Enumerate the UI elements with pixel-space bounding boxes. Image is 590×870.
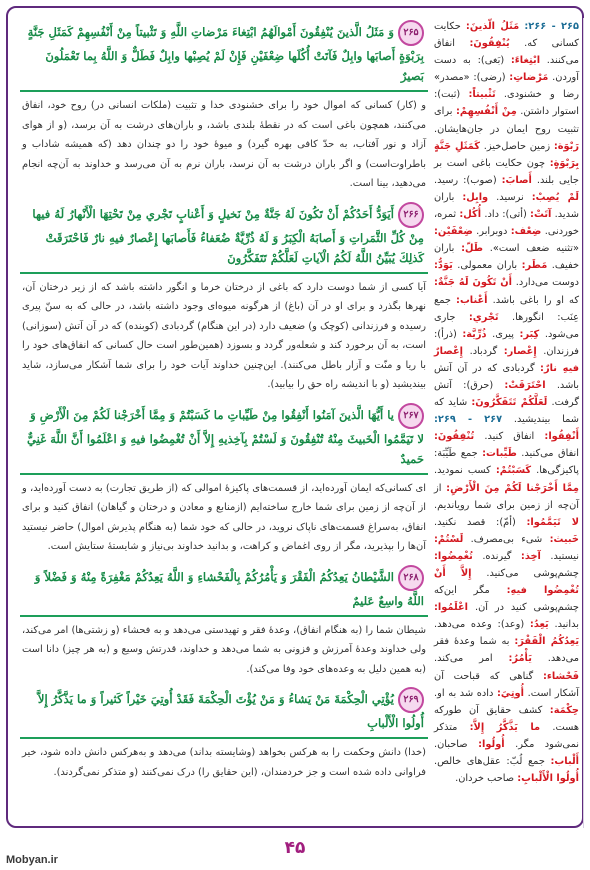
glossary-term: ابْتِغاءَ: [510,55,541,67]
site-brand: Mobyan.ir [6,854,58,866]
verse-arabic-text: الشَّيْطانُ يَعِدُكُمُ الْفَقْرَ وَ يَأْمُرُكُمْ بِالْفَحْشاءِ وَ اللَّهُ يَعِدُكُمْ مَغْفِرَةً مِنْهُ وَ فَضْلاً وَ اللَّهُ واسِعٌ عَليمٌ [34,569,424,608]
glossary-term: ما يَذَّكَّرُ إِلاَّ: [469,721,541,733]
verse-number-badge: ۲۶۷ [398,403,424,429]
glossary-definition: (وعد): وعده می‌دهد. [434,619,525,631]
glossary-definition: ثمره، خوردنی. [434,209,579,238]
glossary-term: أَنْفِقُوا: [544,431,579,443]
glossary-term: تُغْمِضُوا: [434,550,473,562]
glossary-definition: امر می‌کند. [434,653,493,665]
glossary-definition: گردباد. [469,345,498,357]
verse-arabic [20,403,424,469]
verse-block [20,18,428,92]
verse-arabic [20,202,424,268]
verse-arabic-text: يا أَيُّهَا الَّذينَ آمَنُوا أَنْفِقُوا مِنْ طَيِّباتِ ما كَسَبْتُمْ وَ مِمَّا أَخْرَجْنا لَكُمْ مِنَ الْأَرْضِ وَ لا تَيَمَّمُوا الْخَبيثَ مِنْهُ تُنْفِقُونَ وَ لَسْتُمْ بِآخِذيهِ إِلاَّ أَنْ تُغْمِضُوا فيهِ وَ اعْلَمُوا أَنَّ اللَّهَ غَنِيٌّ حَميدٌ [26,407,424,466]
glossary-definition: صاحب خردان. [455,773,515,785]
glossary-definition: شیء بی‌مصرف. [470,533,543,545]
glossary-definition: پیری. [492,328,514,340]
glossary-term: خَبيث: [549,533,579,545]
glossary-term: لَعَلَّكُمْ تَتَفَكَّرُونَ: [471,397,548,409]
verse-translation: شیطان شما را (به هنگام انفاق)، وعدهٔ فقر و تهیدستی می‌دهد و به فحشاء (و زشتی‌ها) امر می‌کند، ولی خداوند وعدهٔ آمرزش و فزونی به شما می‌دهد و خداوند، قدرتش وسیع و (به هر چیز) دانا است (به همین دلیل به وعده‌های خود وفا می‌کند). [22,624,426,675]
glossary-term: ذُرِّيَّة: [462,328,487,340]
glossary-definition: (ذرأ): فرزندان. [434,328,579,357]
verse-number-badge: ۲۶۵ [398,20,424,46]
glossary-term: ضِعْف: [510,226,542,238]
glossary-term: إِعْصار: [503,345,537,357]
glossary-definition: (أمّ): قصد نکنید. [434,516,516,528]
glossary-definition: جمع عِنَب: انگورها. [434,294,579,323]
glossary-term: يَأْمُرُ: [508,653,532,665]
glossary-term: أُولُوا: [478,738,505,750]
glossary-definition: گردبادی که در آن آتش باشد. [434,362,579,391]
glossary-term: احْتَرَقَتْ: [504,379,546,391]
glossary-definition: جمع لُبّ: عقل‌های خالص. [434,756,545,768]
glossary-definition: (ثبت): استوار داشتن. [434,89,579,118]
verse-arabic-text: وَ مَثَلُ الَّذينَ يُنْفِقُونَ أَمْوالَهُمُ ابْتِغاءَ مَرْضاتِ اللَّهِ وَ تَثْبيتاً مِنْ أَنْفُسِهِمْ كَمَثَلِ جَنَّةٍ بِرَبْوَةٍ أَصابَها وابِلٌ فَآتَتْ أُكُلَها ضِعْفَيْنِ فَإِنْ لَمْ يُصِبْها وابِلٌ فَطَلٌّ وَ اللَّهُ بِما تَعْمَلُونَ بَصيرٌ [27,25,424,83]
glossary-term: إِلاَّ أَنْ تُغْمِضُوا فيهِ: [434,568,579,597]
glossary-term: أَعْناب: [456,294,488,306]
glossary-term: طَيِّبات: [482,448,517,460]
glossary-definition: چون حکایت باغی است بر جایی بلند. [434,157,579,186]
glossary-definition: (رضی): «مصدر» رضا و خشنودی. [434,72,579,101]
glossary-term: مَثَلُ الَّذينَ: [465,21,520,32]
glossary-definition: زمین حاصل‌خیز. [483,140,551,152]
glossary-term: تَجْري: [468,311,499,323]
glossary-term: كَمَثَلِ جَنَّةٍ بِرَبْوَةٍ: [434,140,580,169]
glossary-term: مِنْ أَنْفُسِهِمْ: [456,106,517,118]
verse-number-badge: ۲۶۹ [398,687,424,713]
verse-number-badge: ۲۶۶ [398,202,424,228]
verse-translation: ای کسانی‌که ایمان آورده‌اید، از قسمت‌های پاکیزهٔ اموالی که (از طریق تجارت) به دست آورده‌اید، و از آن‌چه از زمین برای شما خارج ساخته‌ایم (ازمنابع و معادن و درختان و گیاهان) انفاق کنید و برای انفاق، به‌سراغ قسمت‌های ناپاک نروید، در حالی که خود شما (به هنگام پذیرش اموال) حاضر نیستید آن‌ها را بپذیرید، مگر از روی اغماض و کراهت، و بدانید خداوند بی‌نیاز و شایستهٔ ستایش است. [22,482,426,552]
glossary-definition: جاری می‌شود. [434,311,579,340]
glossary-definition: انفاق می‌کنید. [521,448,579,460]
glossary-term: أَنْ تَكُونَ لَهُ جَنَّةٌ: [434,277,513,289]
glossary-term: طَلّ: [461,243,484,255]
glossary-definition: گیرنده. [482,550,512,562]
glossary-term: يَعِدُ: [529,619,549,631]
glossary-term: آخِذ: [520,550,541,562]
glossary-term: آتَتْ: [530,209,552,221]
glossary-definition: دوبرابر. [476,226,508,238]
glossary-definition: نرسید. [496,191,524,203]
glossary-definition: (حرق): آتش گرفت. [434,379,580,409]
glossary-term: أُولُوا الْأَلْبابِ: [517,773,579,785]
glossary-definition: حکایت کسانی که. [434,21,579,50]
glossary-term: أُوتِيَ: [497,687,524,699]
glossary-column [432,18,584,828]
glossary-term: لَسْتُمْ: [434,533,464,545]
glossary-verse-range: ۲۶۵ - ۲۶۶: [524,21,579,32]
glossary-term: لَمْ يُصِبْ: [531,191,579,203]
glossary-term: يُنْفِقُونَ: [469,38,510,50]
glossary-definition: به شما وعدهٔ فقر می‌دهد. [434,636,579,665]
verse-translation: (خدا) دانش وحکمت را به هرکس بخواهد (وشایسته بداند) می‌دهد و به‌هرکس دانش داده شود، خیر فراوانی داده شده است و جز خردمندان، (این حقایق را) درک نمی‌کنند (و متذکر نمی‌گردند). [22,747,426,778]
glossary-term: أُكُل: [459,209,482,221]
glossary-term: حِكْمَة: [549,704,579,716]
page-number: ۴۵ [284,838,306,858]
glossary-term: اعْلَمُوا: [434,602,469,614]
glossary-definition: کسب نمودید. [434,465,491,477]
verses-column [20,18,428,828]
glossary-term: وابِل: [462,191,489,203]
glossary-definition: باران معمولی. [457,260,518,272]
glossary-term: ضِعْفَيْن: [434,226,473,238]
glossary-term: رَبْوَة: [553,140,579,152]
glossary-definition: (بَغی): به دست آوردن. [434,55,579,84]
page-frame [6,6,584,828]
glossary-text [434,18,579,787]
glossary-definition: صاحبان. [434,738,468,750]
verse-arabic-text: يُؤْتِي الْحِكْمَةَ مَنْ يَشاءُ وَ مَنْ يُؤْتَ الْحِكْمَةَ فَقَدْ أُوتِيَ خَيْراً كَثيراً وَ ما يَذَّكَّرُ إِلاَّ أُولُوا الْأَلْبابِ [37,692,424,730]
glossary-definition: «تثنیه ضعف است». [489,243,579,255]
glossary-definition: مگر این‌که چشم‌پوشی کنید در آن. [434,585,579,614]
verse-arabic-text: أَيَوَدُّ أَحَدُكُمْ أَنْ تَكُونَ لَهُ جَنَّةٌ مِنْ نَخيلٍ وَ أَعْنابٍ تَجْري مِنْ تَحْتِهَا الْأَنْهارُ لَهُ فيها مِنْ كُلِّ الثَّمَراتِ وَ أَصابَهُ الْكِبَرُ وَ لَهُ ذُرِّيَّةٌ ضُعَفاءُ فَأَصابَها إِعْصارٌ فيهِ نارٌ فَاحْتَرَقَتْ كَذلِكَ يُبَيِّنُ اللَّهُ لَكُمُ الْآياتِ لَعَلَّكُمْ تَتَفَكَّرُونَ [32,206,424,265]
glossary-definition: شاید که شما بیندیشید. [434,397,579,426]
glossary-definition: دوست می‌دارد. [515,277,579,289]
verse-arabic [20,20,424,86]
glossary-term: كِبَر: [519,328,540,340]
verse-block [20,401,428,475]
glossary-definition: انفاق می‌کنند. [434,38,580,67]
glossary-term: مِمَّا أَخْرَجْنا لَكُمْ مِنَ الْأَرْضِ: [446,482,579,494]
glossary-definition: (أتی): داد. [484,209,527,221]
glossary-definition: داده شد به او. [434,687,494,699]
glossary-term: تَثْبيتاً: [468,89,496,101]
glossary-definition: جمع طَيِّبَة: پاکیزگی‌ها. [434,448,579,477]
glossary-term: فَحْشاء: [542,670,579,682]
verse-translation: آیا کسی از شما دوست دارد که باغی از درختان خرما و انگور داشته باشد که از زیر درختان آن، نهرها بگذرد و برای او در آن (باغ) از هرگونه میوه‌ای وجود داشته باشد، در حالی که به سنّ پیری رسیده و فرزندانی (کوچک و) ضعیف دارد (در این هنگام) گردبادی (کوبنده) که در آن آتش (سوزانی) است، به آن برخورد کند و شعله‌ور گردد و بسوزد (همین‌طور است حال کسانی که انفاق‌های خود را با ریا و منّت و آزار باطل می‌کنند). این‌چنین خداوند آیات خود را برای شما آشکار می‌سازد، شاید بیندیشید (و با اندیشه راه حق را بیابید). [22,281,426,390]
glossary-definition: انفاق کنید. [484,431,535,443]
verse-block [20,200,428,274]
glossary-definition: متذکر نمی‌شود مگر. [434,721,579,750]
glossary-definition: از آن‌چه از زمین برای شما رویاندیم. [434,482,579,511]
glossary-definition: که او را باغی باشد. [492,294,579,306]
glossary-term: كَسَبْتُمْ: [495,465,532,477]
verse-block [20,685,428,739]
glossary-term: أَلْباب: [550,756,579,768]
glossary-definition: بدانید. [554,619,579,631]
glossary-definition: (صوب): رسید. [434,174,497,186]
glossary-term: يَوَدُّ: [434,260,453,272]
glossary-definition: نیستید. [550,550,579,562]
glossary-term: مَطَر: [521,260,548,272]
glossary-term: مَرْضاتِ: [509,72,549,84]
glossary-definition: چشم‌پوشی می‌کنید. [486,568,579,579]
verse-number-badge: ۲۶۸ [398,565,424,591]
glossary-term: تُنْفِقُونَ: [434,431,475,443]
glossary-term: يَعِدُكُمُ الْفَقْرَ: [514,636,579,648]
glossary-term: إِعْصارٌ فيهِ نارٌ: [434,345,579,374]
glossary-definition: باران خفیف. [434,243,580,272]
glossary-definition: باران شدید. [434,191,579,221]
verse-block [20,563,428,617]
glossary-definition: برای تثبیت روح ایمان در جان‌هایشان. [434,106,579,135]
verse-translation: و (کار) کسانی که اموال خود را برای خشنودی خدا و تثبیت (ملکات انسانی در) روح خود، انفاق می‌کنند، همچون باغی است که در نقطهٔ بلندی باشد، و باران‌های درشت به آن برسد، (و از هوای آزاد و نور آفتاب، به حدّ کافی بهره گیرد) و میوهٔ خود را دو چندان دهد (که همیشه شاداب و باطراوت‌است) و اگر باران درشت به آن نرسد، باران نرم به آن می‌رسد و خداوند به آن‌چه انجام می‌دهید، بینا است. [22,100,426,189]
glossary-verse-range: ۲۶۷ - ۲۶۹: [434,414,503,426]
glossary-term: أَصابَ: [501,174,532,186]
verse-arabic [20,565,424,611]
glossary-term: لا تَيَمَّمُوا: [526,516,579,528]
glossary-definition: گناهی که قباحت آن آشکار است. [434,670,579,699]
glossary-definition: کشف حقایق آن طورکه هست. [434,704,579,733]
verse-arabic [20,687,424,733]
